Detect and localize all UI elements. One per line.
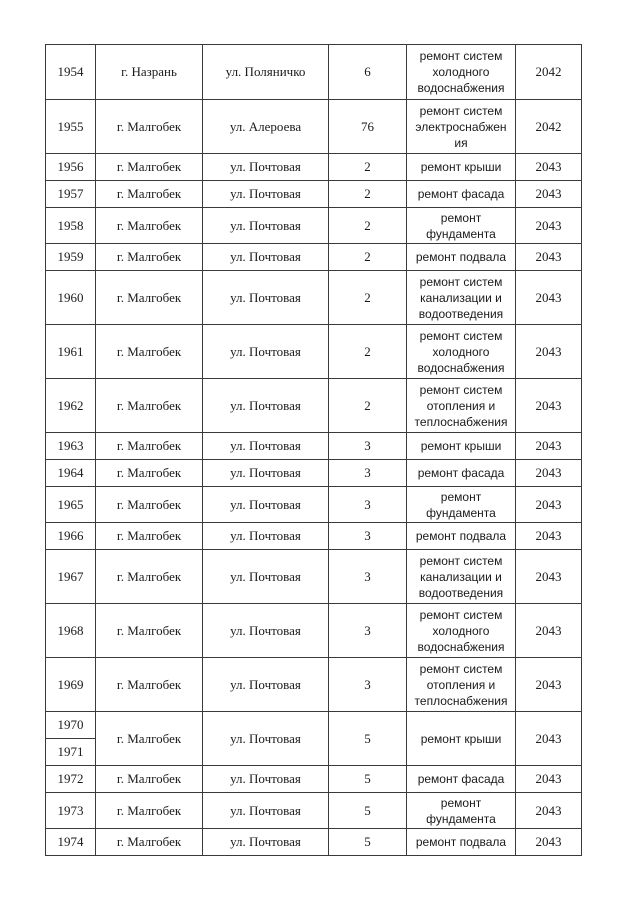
cell-city: г. Малгобек <box>96 208 203 244</box>
table-row <box>46 460 582 487</box>
cell-city: г. Малгобек <box>96 793 203 829</box>
cell-work: ремонт фасада <box>407 181 516 208</box>
table-row <box>46 325 582 379</box>
cell-street: ул. Почтовая <box>203 766 329 793</box>
cell-street: ул. Почтовая <box>203 604 329 658</box>
cell-street: ул. Почтовая <box>203 433 329 460</box>
cell-year: 2043 <box>516 181 582 208</box>
cell-num: 1968 <box>46 604 96 658</box>
cell-num: 1971 <box>46 739 96 766</box>
cell-num: 1969 <box>46 658 96 712</box>
cell-house: 3 <box>329 460 407 487</box>
cell-city: г. Малгобек <box>96 433 203 460</box>
cell-work: ремонт подвала <box>407 523 516 550</box>
cell-house: 2 <box>329 271 407 325</box>
cell-num: 1973 <box>46 793 96 829</box>
cell-work: ремонт систем канализации и водоотведения <box>407 550 516 604</box>
cell-num: 1970 <box>46 712 96 739</box>
table-row <box>46 550 582 604</box>
table-row <box>46 829 582 856</box>
cell-street: ул. Почтовая <box>203 325 329 379</box>
cell-num: 1967 <box>46 550 96 604</box>
cell-num: 1958 <box>46 208 96 244</box>
cell-year: 2042 <box>516 100 582 154</box>
table-row <box>46 712 582 739</box>
cell-num: 1974 <box>46 829 96 856</box>
table-row <box>46 181 582 208</box>
cell-house: 3 <box>329 658 407 712</box>
cell-work: ремонт систем холодного водоснабжения <box>407 604 516 658</box>
cell-street: ул. Почтовая <box>203 829 329 856</box>
cell-num: 1972 <box>46 766 96 793</box>
table-row <box>46 658 582 712</box>
cell-house: 2 <box>329 208 407 244</box>
cell-house: 3 <box>329 550 407 604</box>
cell-house: 5 <box>329 766 407 793</box>
table-row <box>46 208 582 244</box>
cell-city: г. Малгобек <box>96 154 203 181</box>
cell-num: 1955 <box>46 100 96 154</box>
cell-city: г. Малгобек <box>96 271 203 325</box>
cell-num: 1957 <box>46 181 96 208</box>
cell-street: ул. Почтовая <box>203 793 329 829</box>
cell-num: 1966 <box>46 523 96 550</box>
cell-house: 2 <box>329 181 407 208</box>
cell-year: 2043 <box>516 208 582 244</box>
cell-city: г. Малгобек <box>96 658 203 712</box>
table-row <box>46 100 582 154</box>
cell-work: ремонт подвала <box>407 244 516 271</box>
table-row <box>46 271 582 325</box>
cell-work: ремонт подвала <box>407 829 516 856</box>
cell-house: 3 <box>329 523 407 550</box>
table-row <box>46 766 582 793</box>
cell-work: ремонт систем холодного водоснабжения <box>407 325 516 379</box>
cell-house: 2 <box>329 154 407 181</box>
cell-city: г. Малгобек <box>96 100 203 154</box>
cell-house: 5 <box>329 712 407 766</box>
cell-street: ул. Почтовая <box>203 460 329 487</box>
cell-house: 2 <box>329 379 407 433</box>
cell-work: ремонт фундамента <box>407 208 516 244</box>
cell-city: г. Малгобек <box>96 550 203 604</box>
repair-schedule-table <box>45 44 582 856</box>
cell-house: 3 <box>329 604 407 658</box>
cell-street: ул. Почтовая <box>203 523 329 550</box>
cell-num: 1954 <box>46 45 96 100</box>
cell-street: ул. Почтовая <box>203 271 329 325</box>
cell-year: 2043 <box>516 793 582 829</box>
cell-street: ул. Алероева <box>203 100 329 154</box>
table-row <box>46 379 582 433</box>
cell-num: 1959 <box>46 244 96 271</box>
cell-year: 2043 <box>516 244 582 271</box>
cell-work: ремонт систем отопления и теплоснабжения <box>407 658 516 712</box>
table-body <box>46 45 582 856</box>
table-row <box>46 487 582 523</box>
cell-city: г. Малгобек <box>96 766 203 793</box>
cell-year: 2043 <box>516 379 582 433</box>
cell-street: ул. Почтовая <box>203 181 329 208</box>
cell-city: г. Малгобек <box>96 712 203 766</box>
cell-work: ремонт систем канализации и водоотведения <box>407 271 516 325</box>
cell-city: г. Малгобек <box>96 829 203 856</box>
cell-house: 76 <box>329 100 407 154</box>
cell-house: 5 <box>329 793 407 829</box>
cell-work: ремонт систем холодного водоснабжения <box>407 45 516 100</box>
cell-work: ремонт систем электроснабжен ия <box>407 100 516 154</box>
cell-city: г. Малгобек <box>96 244 203 271</box>
cell-street: ул. Почтовая <box>203 154 329 181</box>
cell-work: ремонт фасада <box>407 460 516 487</box>
table-row <box>46 523 582 550</box>
cell-year: 2043 <box>516 829 582 856</box>
cell-street: ул. Почтовая <box>203 487 329 523</box>
cell-work: ремонт крыши <box>407 154 516 181</box>
cell-num: 1963 <box>46 433 96 460</box>
cell-work: ремонт фундамента <box>407 487 516 523</box>
cell-house: 6 <box>329 45 407 100</box>
cell-num: 1961 <box>46 325 96 379</box>
cell-num: 1960 <box>46 271 96 325</box>
cell-city: г. Малгобек <box>96 523 203 550</box>
cell-street: ул. Почтовая <box>203 208 329 244</box>
table-row <box>46 45 582 100</box>
cell-city: г. Малгобек <box>96 604 203 658</box>
cell-street: ул. Почтовая <box>203 550 329 604</box>
cell-city: г. Малгобек <box>96 181 203 208</box>
table-row <box>46 154 582 181</box>
cell-year: 2043 <box>516 523 582 550</box>
table-row <box>46 244 582 271</box>
cell-city: г. Малгобек <box>96 460 203 487</box>
cell-work: ремонт крыши <box>407 712 516 766</box>
cell-year: 2043 <box>516 271 582 325</box>
table-row <box>46 793 582 829</box>
cell-year: 2043 <box>516 658 582 712</box>
cell-work: ремонт крыши <box>407 433 516 460</box>
cell-work: ремонт систем отопления и теплоснабжения <box>407 379 516 433</box>
cell-house: 3 <box>329 433 407 460</box>
cell-city: г. Назрань <box>96 45 203 100</box>
cell-house: 5 <box>329 829 407 856</box>
cell-year: 2043 <box>516 487 582 523</box>
cell-year: 2042 <box>516 45 582 100</box>
cell-year: 2043 <box>516 550 582 604</box>
cell-street: ул. Поляничко <box>203 45 329 100</box>
cell-city: г. Малгобек <box>96 487 203 523</box>
cell-num: 1965 <box>46 487 96 523</box>
cell-street: ул. Почтовая <box>203 244 329 271</box>
table-row <box>46 604 582 658</box>
cell-year: 2043 <box>516 460 582 487</box>
cell-year: 2043 <box>516 433 582 460</box>
cell-city: г. Малгобек <box>96 325 203 379</box>
cell-num: 1956 <box>46 154 96 181</box>
cell-year: 2043 <box>516 604 582 658</box>
cell-year: 2043 <box>516 712 582 766</box>
cell-year: 2043 <box>516 325 582 379</box>
cell-street: ул. Почтовая <box>203 658 329 712</box>
cell-num: 1964 <box>46 460 96 487</box>
cell-street: ул. Почтовая <box>203 712 329 766</box>
cell-city: г. Малгобек <box>96 379 203 433</box>
cell-num: 1962 <box>46 379 96 433</box>
cell-house: 3 <box>329 487 407 523</box>
table-row <box>46 433 582 460</box>
cell-house: 2 <box>329 244 407 271</box>
cell-work: ремонт фундамента <box>407 793 516 829</box>
cell-house: 2 <box>329 325 407 379</box>
cell-year: 2043 <box>516 154 582 181</box>
cell-year: 2043 <box>516 766 582 793</box>
cell-work: ремонт фасада <box>407 766 516 793</box>
cell-street: ул. Почтовая <box>203 379 329 433</box>
